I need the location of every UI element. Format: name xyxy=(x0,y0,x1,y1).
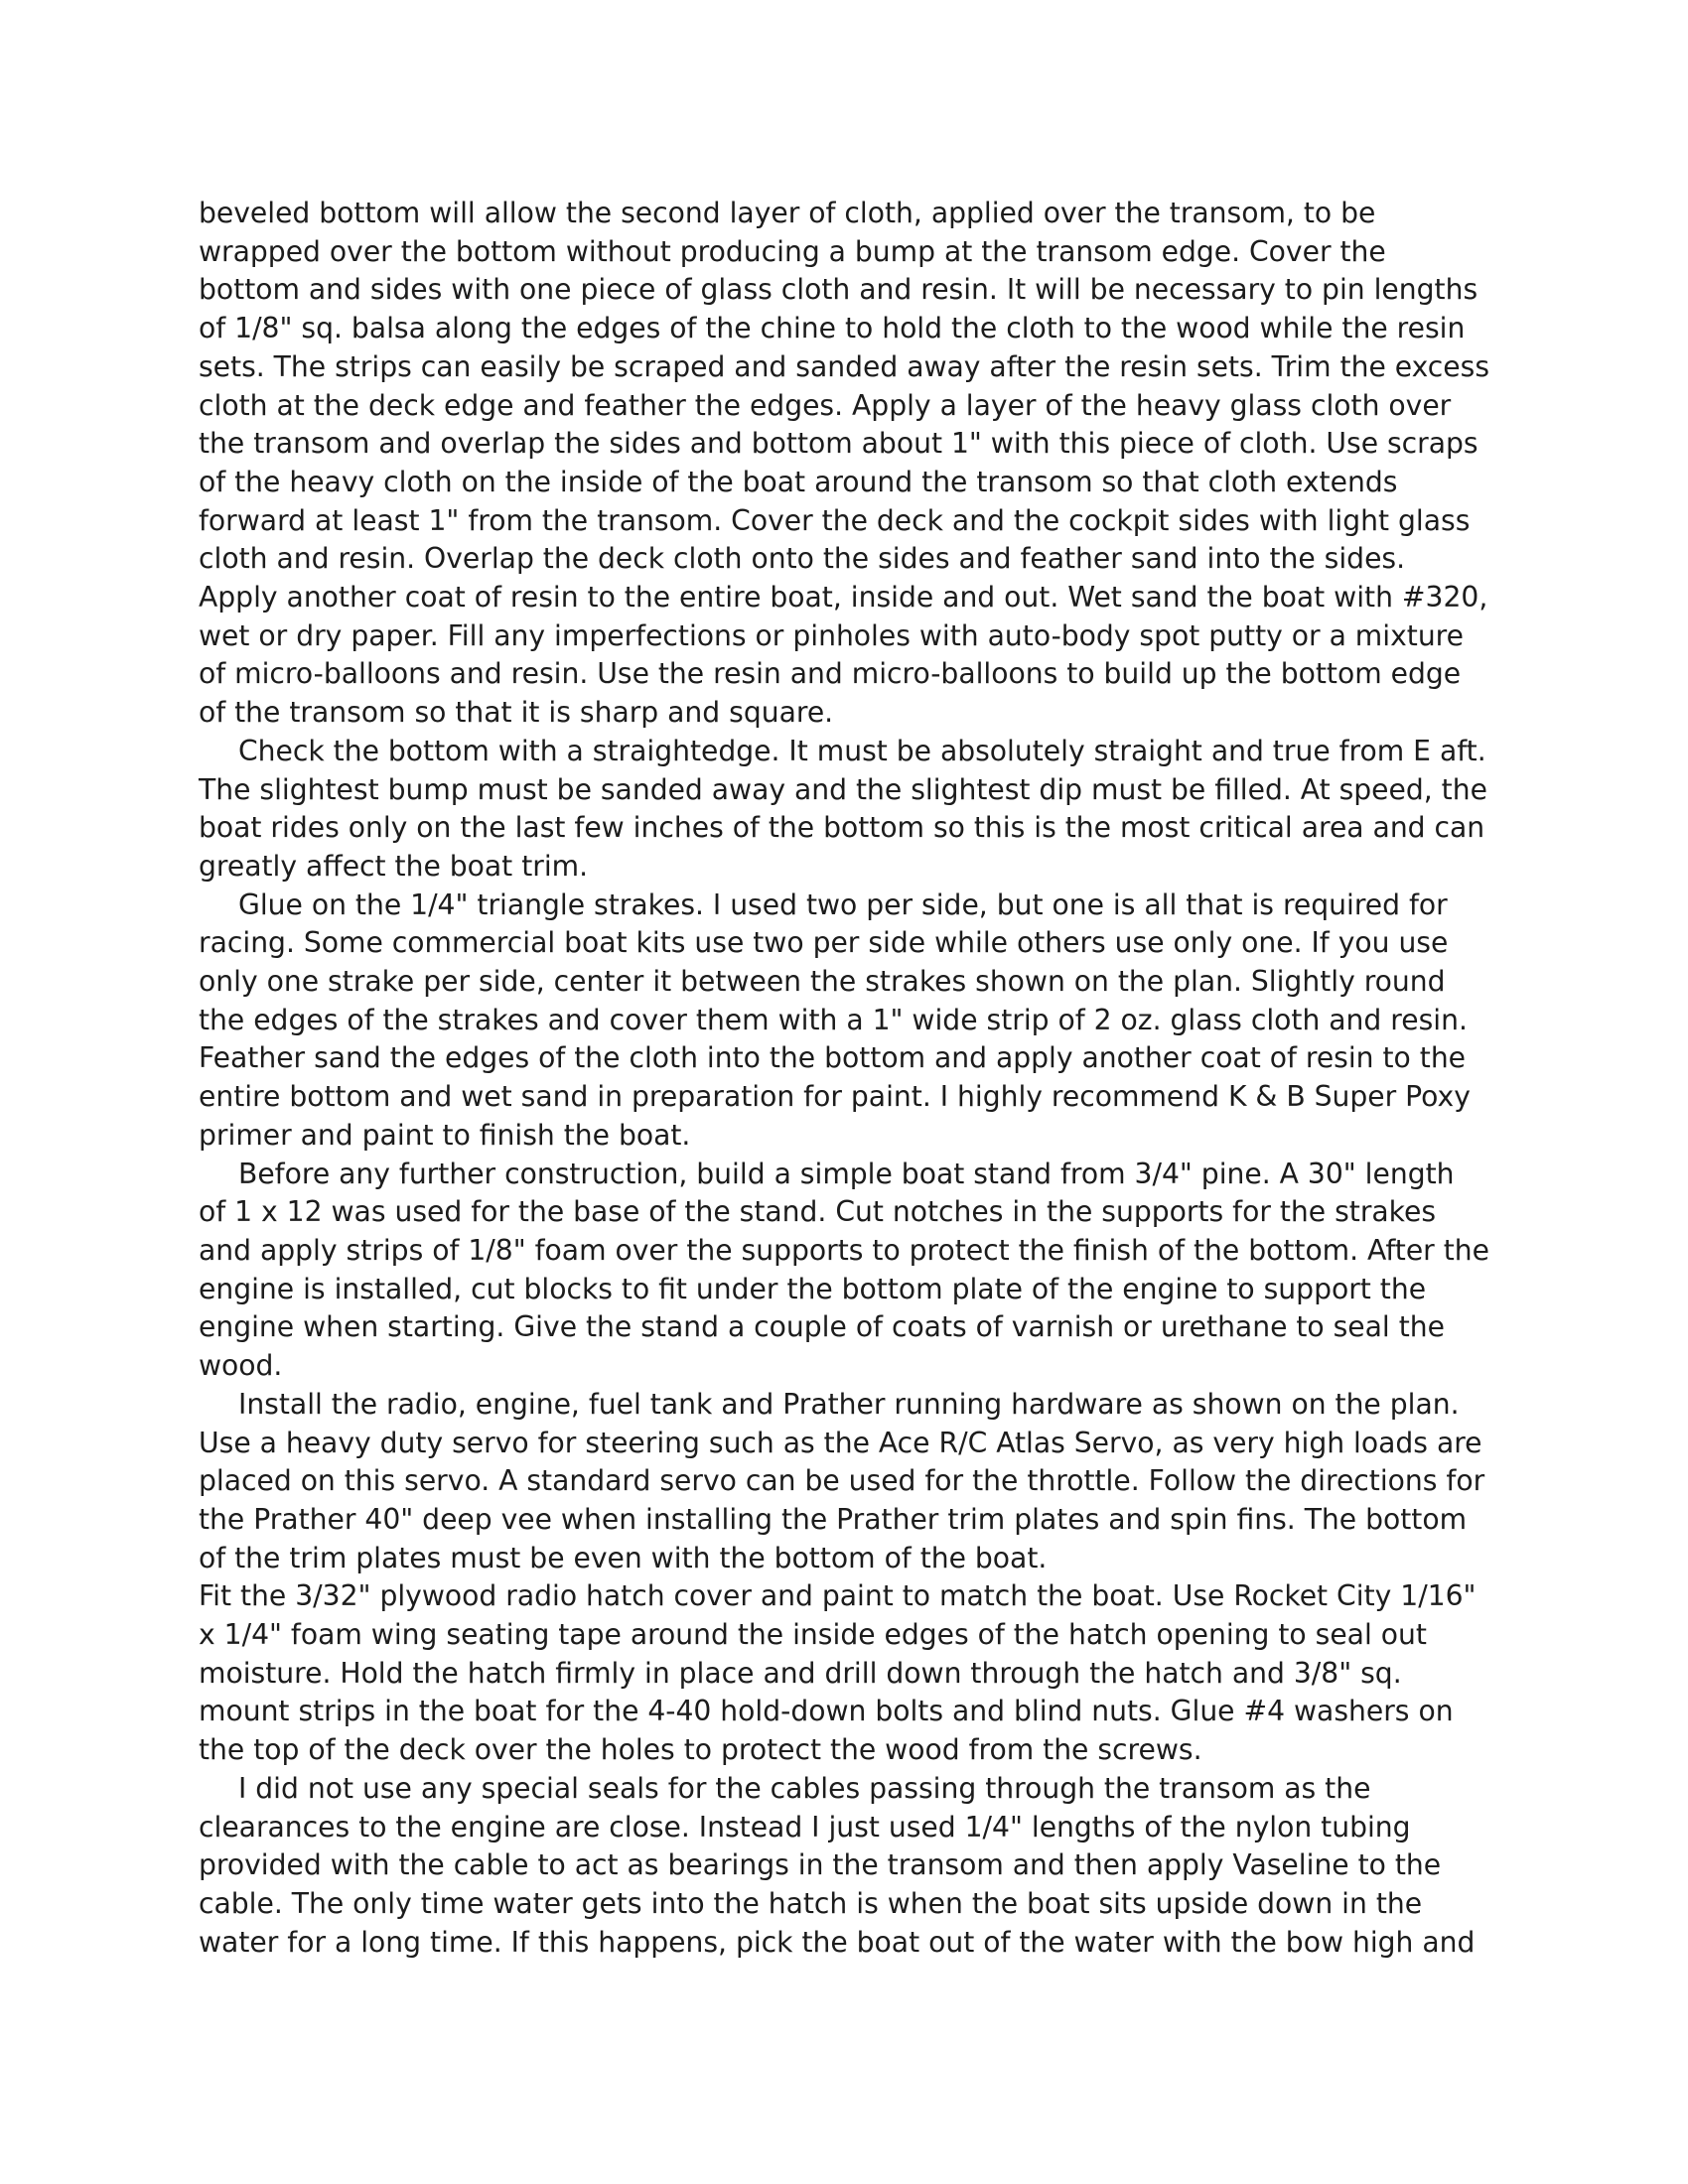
paragraph-bottom-check: Check the bottom with a straightedge. It must be absolutely straight and true from E aft. The slightest bump must be sanded away and the slightest dip must be filled. At speed, the boat rides only on the last few inches of the bottom so this is the most critical area and can greatly affect the boat trim. xyxy=(199,734,1487,883)
body-text xyxy=(199,195,1489,1962)
paragraph-boat-stand: Before any further construction, build a simple boat stand from 3/4" pine. A 30" length of 1 x 12 was used for the base of the stand. Cut notches in the supports for the strakes and apply strips of 1/8" foam over the supports to protect the finish of the bottom. After the engine is installed, cut blocks to fit under the bottom plate of the engine to support the engine when starting. Give the stand a couple of coats of varnish or urethane to seal the wood. xyxy=(199,1157,1489,1383)
paragraph-hatch-cover: Fit the 3/32" plywood radio hatch cover and paint to match the boat. Use Rocket City 1/16" x 1/4" foam wing seating tape around the inside edges of the hatch opening to seal out moisture. Hold the hatch firmly in place and drill down through the hatch and 3/8" sq. mount strips in the boat for the 4-40 hold-down bolts and blind nuts. Glue #4 washers on the top of the deck over the holes to protect the wood from the screws. xyxy=(199,1579,1477,1767)
paragraph-cable-seals: I did not use any special seals for the cables passing through the transom as the clearances to the engine are close. Instead I just used 1/4" lengths of the nylon tubing provided with the cable to act as bearings in the transom and then apply Vaseline to the cable. The only time water gets into the hatch is when the boat sits upside down in the water for a long time. If this happens, pick the boat out of the water with the bow high and xyxy=(199,1771,1476,1959)
paragraph-radio-install: Install the radio, engine, fuel tank and Prather running hardware as shown on the plan. Use a heavy duty servo for steering such as the Ace R/C Atlas Servo, as very high loads are placed on this servo. A standard servo can be used for the throttle. Follow the directions for the Prather 40" deep vee when installing the Prather trim plates and spin fins. The bottom of the trim plates must be even with the bottom of the boat. xyxy=(199,1387,1485,1574)
paragraph-strakes: Glue on the 1/4" triangle strakes. I used two per side, but one is all that is required for racing. Some commercial boat kits use two per side while others use only one. If you use only one strake per side, center it between the strakes shown on the plan. Slightly round the edges of the strakes and cover them with a 1" wide strip of 2 oz. glass cloth and resin. Feather sand the edges of the cloth into the bottom and apply another coat of resin to the entire bottom and wet sand in preparation for paint. I highly recommend K & B Super Poxy primer and paint to finish the boat. xyxy=(199,887,1471,1152)
paragraph-glassing: beveled bottom will allow the second layer of cloth, applied over the transom, to be wrapped over the bottom without producing a bump at the transom edge. Cover the bottom and sides with one piece of glass cloth and resin. It will be necessary to pin lengths of 1/8" sq. balsa along the edges of the chine to hold the cloth to the wood while the resin sets. The strips can easily be scraped and sanded away after the resin sets. Trim the excess cloth at the deck edge and feather the edges. Apply a layer of the heavy glass cloth over the transom and overlap the sides and bottom about 1" with this piece of cloth. Use scraps of the heavy cloth on the inside of the boat around the transom so that cloth extends forward at least 1" from the transom. Cover the deck and the cockpit sides with light glass cloth and resin. Overlap the deck cloth onto the sides and feather sand into the sides. Apply another coat of resin to the entire boat, inside and out. Wet sand the boat with #320, wet or dry paper. Fill any imperfections or pinholes with auto-body spot putty or a mixture of micro-balloons and resin. Use the resin and micro-balloons to build up the bottom edge of the transom so that it is sharp and square. xyxy=(199,197,1490,730)
